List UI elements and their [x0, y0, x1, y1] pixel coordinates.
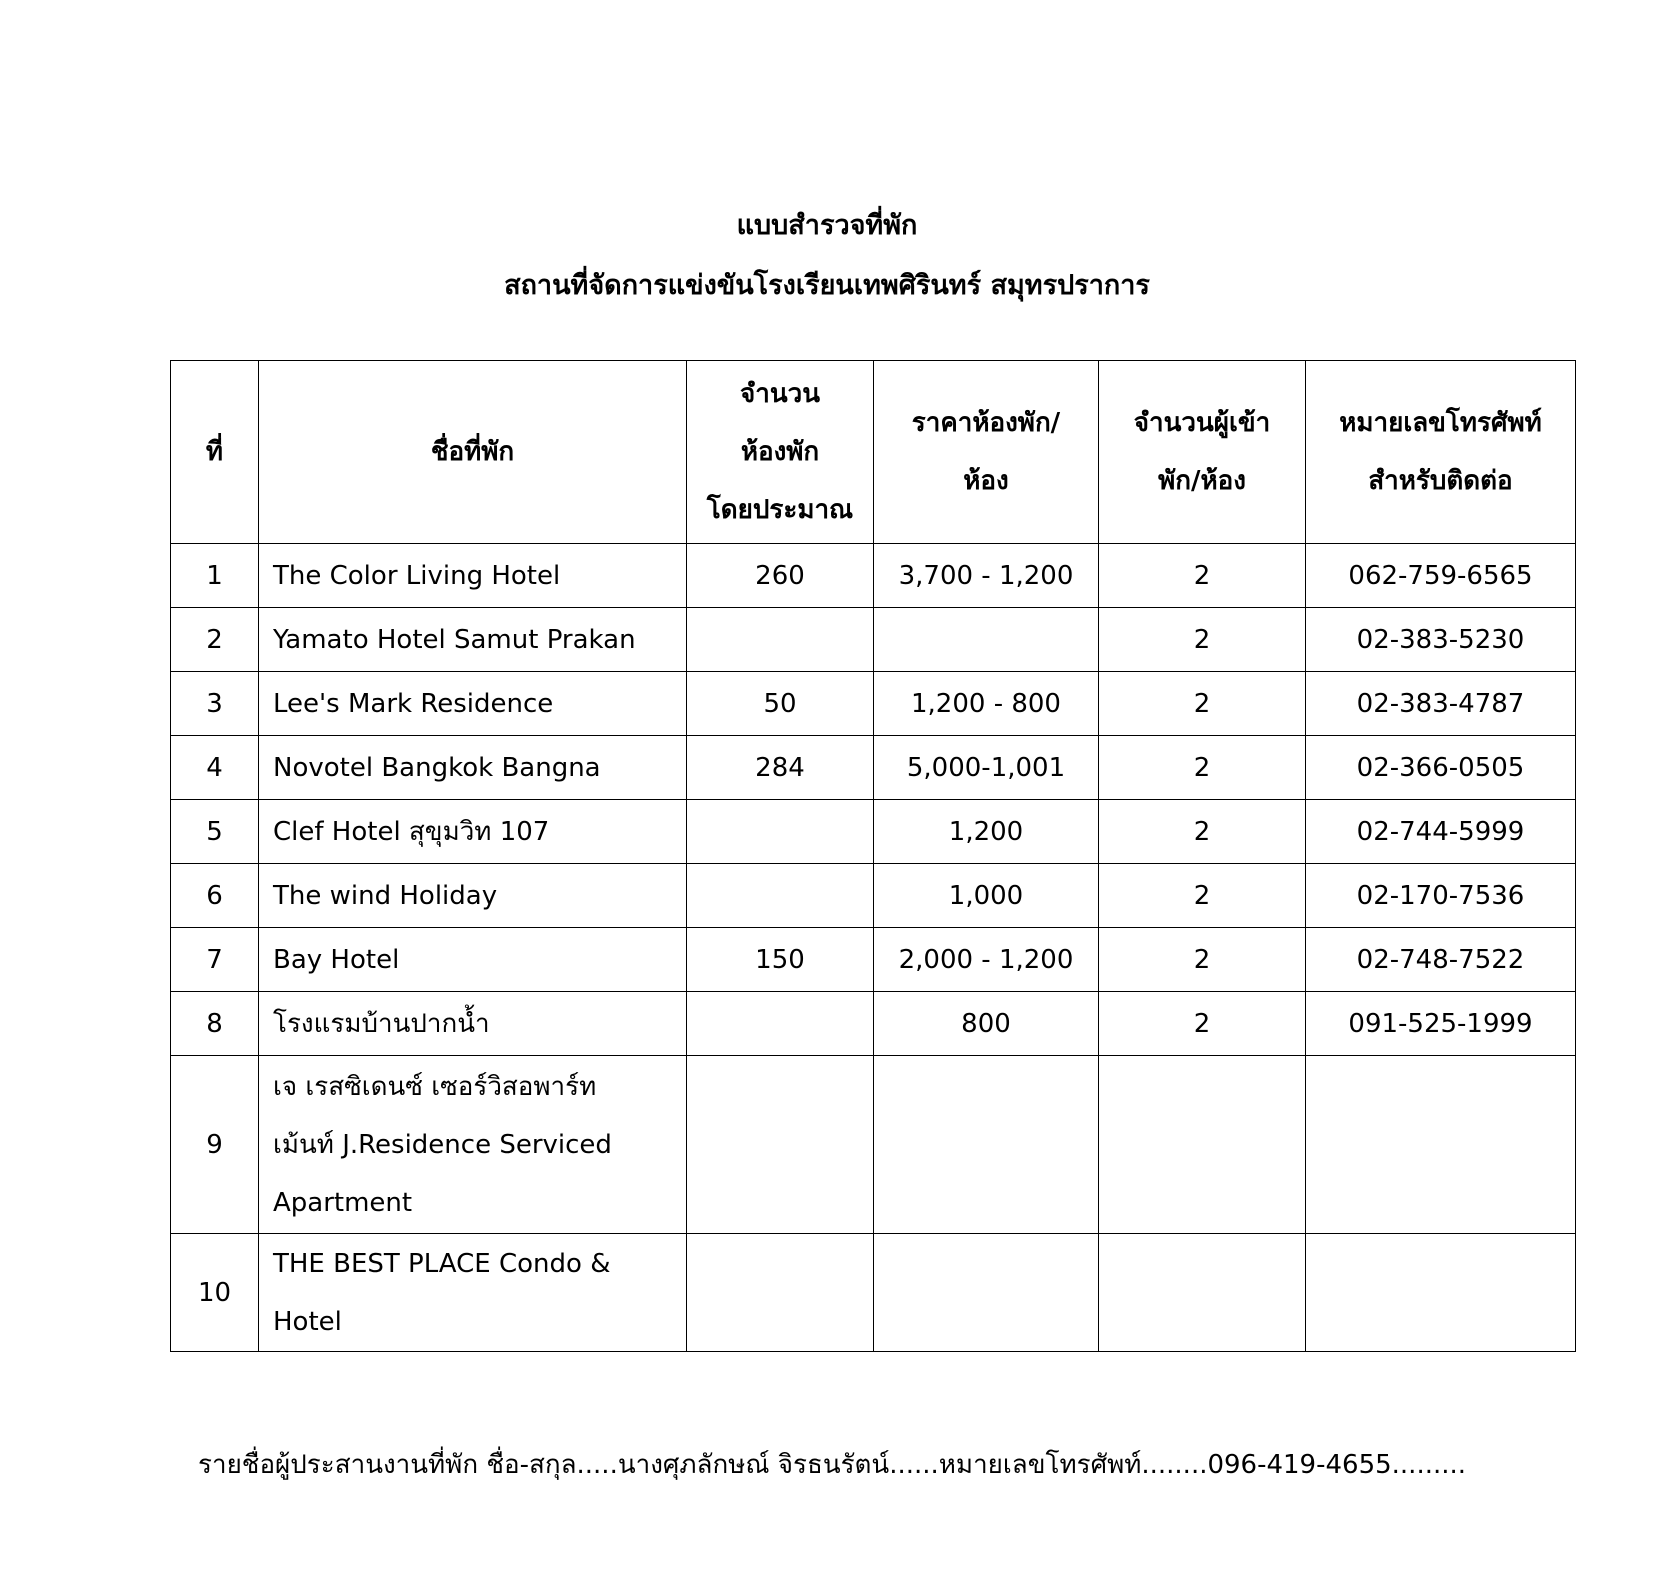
table-row	[171, 800, 1576, 864]
header-phone	[1306, 361, 1576, 544]
table-row	[171, 928, 1576, 992]
cell-phone	[1306, 1056, 1576, 1234]
cell-name: The Color Living Hotel	[259, 544, 687, 608]
table-row	[171, 1056, 1576, 1234]
cell-price	[874, 1056, 1099, 1234]
header-name: ชื่อที่พัก	[259, 361, 687, 544]
cell-no: 5	[171, 800, 259, 864]
cell-name-line: THE BEST PLACE Condo &	[273, 1248, 611, 1279]
header-guests-line: จำนวนผู้เข้า	[1133, 408, 1271, 438]
cell-name: Yamato Hotel Samut Prakan	[259, 608, 687, 672]
table-header-row	[171, 361, 1576, 544]
cell-no: 2	[171, 608, 259, 672]
cell-no: 8	[171, 992, 259, 1056]
header-price-line: ห้อง	[963, 466, 1009, 496]
cell-price	[874, 608, 1099, 672]
cell-guests: 2	[1099, 992, 1306, 1056]
cell-price: 5,000-1,001	[874, 736, 1099, 800]
cell-guests: 2	[1099, 544, 1306, 608]
table-row	[171, 672, 1576, 736]
header-phone-line: หมายเลขโทรศัพท์	[1339, 408, 1542, 438]
accommodation-table	[170, 360, 1576, 1352]
cell-phone: 02-748-7522	[1306, 928, 1576, 992]
cell-no: 4	[171, 736, 259, 800]
header-guests-line: พัก/ห้อง	[1158, 466, 1246, 496]
cell-name-line: เม้นท์ J.Residence Serviced	[273, 1129, 612, 1160]
cell-price: 1,200	[874, 800, 1099, 864]
cell-guests	[1099, 1234, 1306, 1352]
cell-price: 1,000	[874, 864, 1099, 928]
cell-rooms: 50	[687, 672, 874, 736]
cell-name-line: Apartment	[273, 1187, 413, 1218]
header-rooms-line: จำนวน	[740, 379, 820, 409]
cell-price	[874, 1234, 1099, 1352]
cell-rooms	[687, 1234, 874, 1352]
cell-phone: 02-366-0505	[1306, 736, 1576, 800]
table-row	[171, 608, 1576, 672]
header-rooms-line: ห้องพัก	[740, 437, 820, 467]
page-title: แบบสำรวจที่พัก	[736, 210, 918, 241]
cell-no: 10	[171, 1234, 259, 1352]
cell-rooms	[687, 800, 874, 864]
cell-no: 7	[171, 928, 259, 992]
cell-rooms	[687, 992, 874, 1056]
cell-phone: 02-383-4787	[1306, 672, 1576, 736]
cell-name: Lee's Mark Residence	[259, 672, 687, 736]
coordinator-footer: รายชื่อผู้ประสานงานที่พัก ชื่อ-สกุล.....นางศุภลักษณ์ จิรธนรัตน์......หมายเลขโทรศัพท์........096-419-4655.........	[198, 1450, 1467, 1480]
table-row	[171, 864, 1576, 928]
header-price-line: ราคาห้องพัก/	[911, 408, 1061, 438]
table-row	[171, 992, 1576, 1056]
header-phone-line: สำหรับติดต่อ	[1368, 466, 1513, 496]
cell-guests: 2	[1099, 864, 1306, 928]
header-rooms-line: โดยประมาณ	[706, 495, 854, 525]
cell-guests: 2	[1099, 672, 1306, 736]
cell-rooms	[687, 608, 874, 672]
table-row	[171, 736, 1576, 800]
cell-guests: 2	[1099, 736, 1306, 800]
cell-guests	[1099, 1056, 1306, 1234]
cell-no: 9	[171, 1056, 259, 1234]
cell-name	[259, 1056, 687, 1234]
cell-no: 6	[171, 864, 259, 928]
cell-rooms: 284	[687, 736, 874, 800]
cell-no: 3	[171, 672, 259, 736]
cell-price: 3,700 - 1,200	[874, 544, 1099, 608]
cell-name: Clef Hotel สุขุมวิท 107	[259, 800, 687, 864]
cell-phone: 02-170-7536	[1306, 864, 1576, 928]
header-guests	[1099, 361, 1306, 544]
cell-phone	[1306, 1234, 1576, 1352]
cell-rooms: 260	[687, 544, 874, 608]
cell-phone: 02-383-5230	[1306, 608, 1576, 672]
cell-guests: 2	[1099, 800, 1306, 864]
cell-guests: 2	[1099, 928, 1306, 992]
cell-name: Bay Hotel	[259, 928, 687, 992]
cell-name: Novotel Bangkok Bangna	[259, 736, 687, 800]
cell-name-line: Hotel	[273, 1306, 342, 1337]
page-subtitle: สถานที่จัดการแข่งขันโรงเรียนเทพศิรินทร์ สมุทรปราการ	[504, 270, 1150, 301]
cell-price: 1,200 - 800	[874, 672, 1099, 736]
header-rooms	[687, 361, 874, 544]
cell-rooms	[687, 864, 874, 928]
cell-name: โรงแรมบ้านปากน้ำ	[259, 992, 687, 1056]
table-row	[171, 1234, 1576, 1352]
cell-phone: 091-525-1999	[1306, 992, 1576, 1056]
cell-name	[259, 1234, 687, 1352]
cell-price: 800	[874, 992, 1099, 1056]
cell-name-line: เจ เรสซิเดนซ์ เซอร์วิสอพาร์ท	[273, 1071, 597, 1102]
cell-phone: 062-759-6565	[1306, 544, 1576, 608]
header-no: ที่	[171, 361, 259, 544]
header-price	[874, 361, 1099, 544]
cell-no: 1	[171, 544, 259, 608]
cell-name: The wind Holiday	[259, 864, 687, 928]
table-row	[171, 544, 1576, 608]
cell-phone: 02-744-5999	[1306, 800, 1576, 864]
cell-guests: 2	[1099, 608, 1306, 672]
cell-rooms: 150	[687, 928, 874, 992]
cell-price: 2,000 - 1,200	[874, 928, 1099, 992]
cell-rooms	[687, 1056, 874, 1234]
